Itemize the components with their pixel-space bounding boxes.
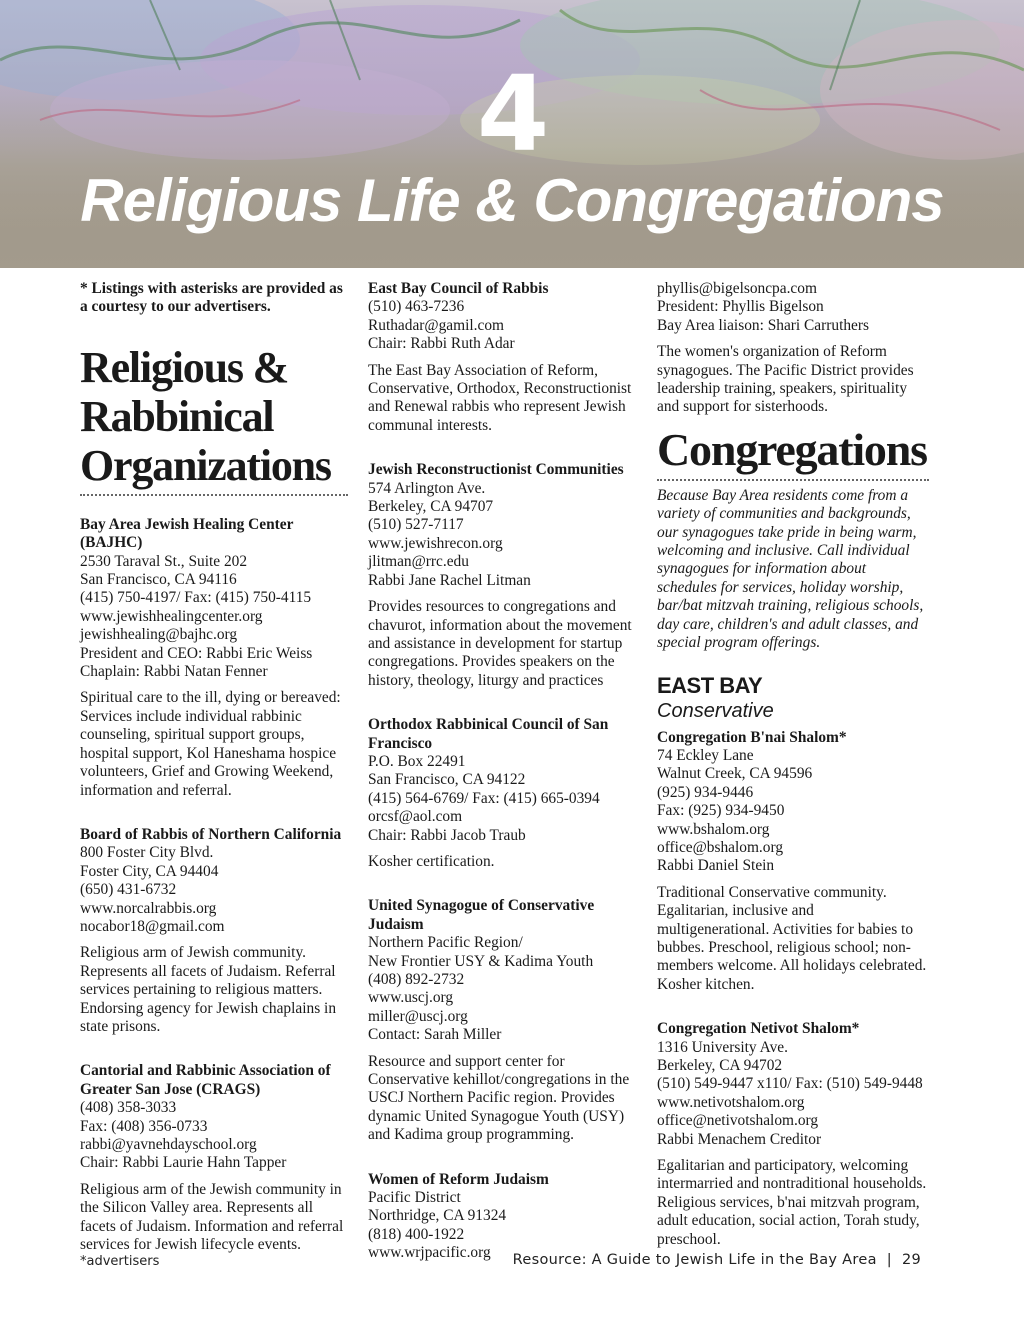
- listing-entry: [368, 897, 636, 1144]
- listing-line: Fax: (408) 356-0733: [80, 1117, 208, 1135]
- listing-name: Cantorial and Rabbinic Association of Greater San Jose (CRAGS): [80, 1062, 331, 1098]
- listing-line: Bay Area liaison: Shari Carruthers: [657, 316, 869, 334]
- section-title-congregations: Congregations: [657, 425, 929, 481]
- listing-line: (650) 431-6732: [80, 881, 177, 899]
- chapter-header-banner: [0, 0, 1024, 268]
- listing-line: (415) 564-6769/ Fax: (415) 665-0394: [368, 789, 600, 807]
- footer-separator: |: [886, 1252, 892, 1268]
- listing-line: Berkeley, CA 94707: [368, 498, 494, 516]
- listing-line: Chair: Rabbi Laurie Hahn Tapper: [80, 1154, 287, 1172]
- listing-description: Resource and support center for Conservative kehillot/congregations in the USCJ Northern Pacific region. Provides dynamic United Synagogue Youth (USY) and Kadima group programming.: [368, 1052, 630, 1144]
- listing-line: San Francisco, CA 94122: [368, 771, 526, 789]
- listing-line: nocabor18@gmail.com: [80, 917, 225, 935]
- listing-line: Northern Pacific Region/: [368, 934, 523, 952]
- listing-entry: [80, 1062, 348, 1254]
- listing-line: Walnut Creek, CA 94596: [657, 765, 813, 783]
- region-heading: EAST BAY: [657, 672, 763, 698]
- listing-line: 74 Eckley Lane: [657, 746, 754, 764]
- listing-description: Spiritual care to the ill, dying or bereaved: Services include individual rabbinic counseling, spiritual support groups, hospital support, Kol Haneshama hospice volunteers, Grief and Growing Weekend, information and referral.: [80, 689, 341, 799]
- listing-line: P.O. Box 22491: [368, 752, 466, 770]
- listing-line: www.netivotshalom.org: [657, 1093, 805, 1111]
- listing-description: The women's organization of Reform synagogues. The Pacific District provides leadership training, speakers, spirituality and support for sisterhoods.: [657, 343, 914, 416]
- listing-line: orcsf@aol.com: [368, 808, 463, 826]
- listing-line: 1316 University Ave.: [657, 1038, 788, 1056]
- listing-entry: [368, 1171, 636, 1263]
- listing-entry: [368, 461, 636, 690]
- listing-line: Ruthadar@gamil.com: [368, 316, 504, 334]
- listing-entry: [368, 280, 636, 435]
- listing-line: San Francisco, CA 94116: [80, 571, 237, 589]
- listing-line: 574 Arlington Ave.: [368, 479, 486, 497]
- listing-line: www.bshalom.org: [657, 820, 770, 838]
- listing-line: Berkeley, CA 94702: [657, 1057, 783, 1074]
- listing-line: Rabbi Menachem Creditor: [657, 1130, 822, 1148]
- advertiser-note: * Listings with asterisks are provided as a courtesy to our advertisers.: [80, 280, 343, 316]
- subregion-heading: Conservative: [657, 699, 774, 722]
- listing-line: Foster City, CA 94404: [80, 862, 219, 880]
- listing-line: jlitman@rrc.edu: [368, 553, 469, 571]
- listing-description: Traditional Conservative community. Egalitarian, inclusive and multigenerational. Activities for babies to bubbes. Preschool, religious school; non-members welcome. All holidays celebrated. Kosher kitchen.: [657, 883, 927, 993]
- chapter-number: 4: [476, 53, 548, 175]
- listing-name: Bay Area Jewish Healing Center (BAJHC): [80, 515, 294, 552]
- listing-line: Chair: Rabbi Ruth Adar: [368, 335, 515, 353]
- listing-line: www.uscj.org: [368, 989, 454, 1007]
- listing-line: (510) 463-7236: [368, 298, 465, 316]
- listing-line: Rabbi Jane Rachel Litman: [368, 571, 531, 589]
- listing-line: www.norcalrabbis.org: [80, 899, 217, 917]
- listing-line: phyllis@bigelsoncpa.com: [657, 280, 817, 297]
- footer-running-title: [513, 1252, 921, 1268]
- listing-description: Religious arm of Jewish community. Represents all facets of Judaism. Referral services pertaining to religious matters. Endorsing agency for Jewish chaplains in state prisons.: [80, 944, 337, 1035]
- listing-entry: [657, 729, 929, 995]
- footer-advertisers-note: *advertisers: [80, 1254, 160, 1269]
- listing-description: Kosher certification.: [368, 852, 495, 870]
- listing-line: rabbi@yavnehdayschool.org: [80, 1136, 257, 1153]
- column-1: [80, 280, 348, 1280]
- listing-line: www.jewishrecon.org: [368, 534, 503, 552]
- chapter-title: Religious Life & Congregations: [80, 167, 944, 234]
- listing-line: office@bshalom.org: [657, 838, 784, 856]
- listing-line: (818) 400-1922: [368, 1225, 465, 1243]
- listing-line: Contact: Sarah Miller: [368, 1026, 502, 1044]
- listing-line: New Frontier USY & Kadima Youth: [368, 952, 594, 970]
- listing-line: President: Phyllis Bigelson: [657, 298, 824, 316]
- listing-line: Northridge, CA 91324: [368, 1207, 507, 1225]
- listing-entry: [657, 1020, 929, 1249]
- listing-line: (408) 892-2732: [368, 971, 465, 988]
- listing-description: Provides resources to congregations and chavurot, information about the movement and assistance in development for startup congregations. Provides speakers on the history, theology, liturgy and practices: [368, 598, 632, 689]
- listing-entry: [80, 826, 348, 1036]
- listing-entry: [80, 516, 348, 800]
- listing-entry: [368, 716, 636, 871]
- publication-title: Resource: A Guide to Jewish Life in the Bay Area: [512, 1252, 877, 1268]
- listing-line: (510) 527-7117: [368, 516, 464, 534]
- section-intro: Because Bay Area residents come from a variety of communities and backgrounds, our synagogues take pride in being warm, welcoming and inclusive. Call individual synagogues for information about schedules for services, holiday worship, bar/bat mitzvah training, religious schools, day care, children's and adult classes, and special program offerings.: [657, 486, 924, 652]
- listing-line: (415) 750-4197/ Fax: (415) 750-4115: [80, 589, 312, 607]
- listing-line: miller@uscj.org: [368, 1007, 468, 1025]
- listing-line: office@netivotshalom.org: [657, 1112, 819, 1130]
- page-number: 29: [901, 1252, 921, 1268]
- column-2: [368, 280, 636, 1289]
- listing-description: Egalitarian and participatory, welcoming intermarried and nontraditional households. Religious services, b'nai mitzvah program, adult education, social action, Torah study, preschool.: [657, 1157, 927, 1248]
- section-title-religious-organizations: Religious & Rabbinical Organizations: [80, 343, 348, 496]
- listing-line: Pacific District: [368, 1189, 461, 1207]
- listing-line: 800 Foster City Blvd.: [80, 844, 214, 862]
- listing-line: www.wrjpacific.org: [368, 1244, 491, 1262]
- listing-name: Congregation B'nai Shalom*: [657, 728, 847, 746]
- listing-name: Women of Reform Judaism: [368, 1170, 549, 1188]
- listing-line: Rabbi Daniel Stein: [657, 857, 775, 875]
- listing-name: Congregation Netivot Shalom*: [657, 1020, 860, 1038]
- listing-line: www.jewishhealingcenter.org: [80, 607, 263, 625]
- listing-line: Chair: Rabbi Jacob Traub: [368, 826, 526, 844]
- listing-line: (925) 934-9446: [657, 783, 754, 801]
- listing-line: jewishhealing@bajhc.org: [80, 626, 238, 644]
- listing-name: East Bay Council of Rabbis: [368, 280, 549, 297]
- listing-line: President and CEO: Rabbi Eric Weiss: [80, 644, 313, 662]
- column-3: [657, 280, 929, 1275]
- listing-name: Jewish Reconstructionist Communities: [368, 461, 624, 479]
- listing-line: (510) 549-9447 x110/ Fax: (510) 549-9448: [657, 1075, 923, 1093]
- continued-listing: [657, 280, 929, 417]
- listing-line: (408) 358-3033: [80, 1099, 177, 1117]
- listing-description: The East Bay Association of Reform, Conservative, Orthodox, Reconstructionist and Renewal rabbis who represent Jewish communal interests.: [368, 361, 632, 434]
- listing-description: Religious arm of the Jewish community in the Silicon Valley area. Represents all facets of Judaism. Information and referral services for Jewish lifecycle events.: [80, 1180, 344, 1254]
- listing-line: 2530 Taraval St., Suite 202: [80, 552, 248, 570]
- listing-name: Board of Rabbis of Northern California: [80, 825, 342, 843]
- listing-line: Chaplain: Rabbi Natan Fenner: [80, 663, 268, 681]
- listing-name: United Synagogue of Conservative Judaism: [368, 897, 595, 933]
- listing-name: Orthodox Rabbinical Council of San Francisco: [368, 716, 609, 752]
- listing-line: Fax: (925) 934-9450: [657, 802, 785, 820]
